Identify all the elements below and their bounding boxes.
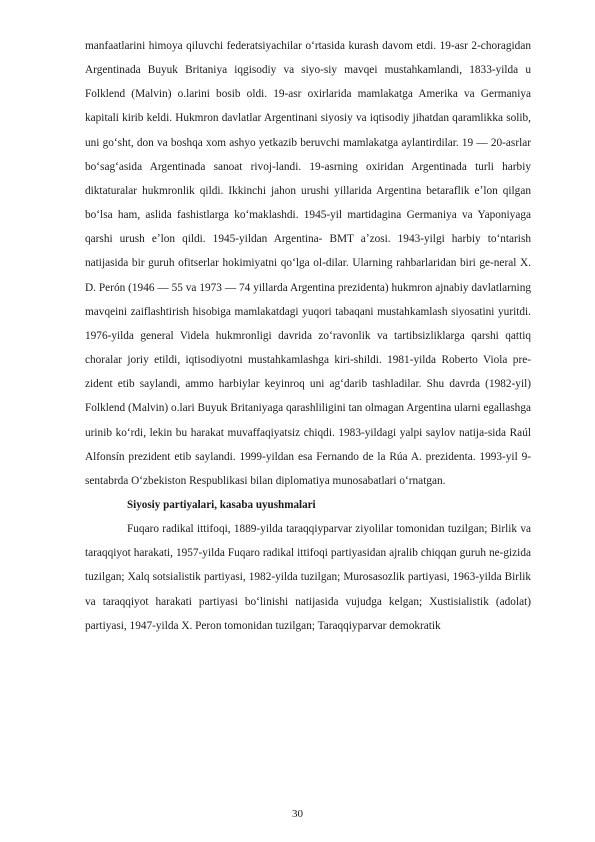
body-paragraph: Fuqaro radikal ittifoqi, 1889-yilda taraqqiyparvar ziyolilar tomonidan tuzilgan; Birlik va taraqqiyot harakati, 1957-yilda Fuqaro radikal ittifoqi partiyasidan ajralib chiqqan guruh ne-gizida tuzilgan; Xalq sotsialistik partiyasi, 1982-yilda tuzilgan; Murosasozlik partiyasi, 1963-yilda Birlik va taraqqiyot harakati partiyasi boʻlinishi natijasida vujudga kelgan; Xustisialistik (adolat) partiyasi, 1947-yilda X. Peron tomonidan tuzilgan; Taraqqiyparvar demokratik: [85, 523, 531, 632]
page-number: 30: [292, 808, 303, 820]
document-body: [85, 34, 531, 638]
body-paragraph: manfaatlarini himoya qiluvchi federatsiyachilar oʻrtasida kurash davom etdi. 19-asr 2-choragidan Argentinada Buyuk Britaniya iqgisodiy va siyo-siy mavqei mustahkamlandi, 1833-yilda u Folklend (Malvin) o.larini bosib oldi. 19-asr oxirlarida mamlakatga Amerika va Germaniya kapitali kirib keldi. Hukmron davlatlar Argentinani siyosiy va iqtisodiy jihatdan qaramlikka solib, uni goʻsht, don va boshqa xom ashyo yetkazib beruvchi mamlakatga aylantirdilar. 19 — 20-asrlar boʻsagʻasida Argentinada sanoat rivoj-landi. 19-asrning oxiridan Argentinada turli harbiy diktaturalar hukmronlik qildi. Ikkinchi jahon urushi yillarida Argentina betaraflik eʼlon qilgan boʻlsa ham, aslida fashistlarga koʻmaklashdi. 1945-yil martidagina Germaniya va Yaponiyaga qarshi urush eʼlon qildi. 1945-yildan Argentina- BMT aʼzosi. 1943-yilgi harbiy toʻntarish natijasida bir guruh ofitserlar hokimiyatni qoʻlga ol-dilar. Ularning rahbarlaridan biri ge-neral X. D. Perón (1946 — 55 va 1973 — 74 yillarda Argentina prezidenta) hukmron ajnabiy davlatlarning mavqeini zaiflashtirish hisobiga mamlakatdagi yuqori tabaqani mustahkamlash siyosatini yuritdi. 1976-yilda general Videla hukmronligi davrida zoʻravonlik va tartibsizliklarga qarshi qattiq choralar joriy etildi, iqtisodiyotni mustahkamlashga kiri-shildi. 1981-yilda Roberto Viola pre-zident etib saylandi, ammo harbiylar keyinroq uni agʻdarib tashladilar. Shu davrda (1982-yil) Folklend (Malvin) o.lari Buyuk Britaniyaga qarashliligini tan olmagan Argentina ularni egallashga urinib koʻrdi, lekin bu harakat muvaffaqiyatsiz chiqdi. 1983-yildagi yalpi saylov natija-sida Raúl Alfonsín prezident etib saylandi. 1999-yildan esa Fernando de la Rúa A. prezidenta. 1993-yil 9-sentabrda Oʻzbekiston Respublikasi bilan diplomatiya munosabatlari oʻrnatgan.: [85, 40, 531, 487]
section-heading: Siyosiy partiyalari, kasaba uyushmalari: [127, 498, 316, 511]
